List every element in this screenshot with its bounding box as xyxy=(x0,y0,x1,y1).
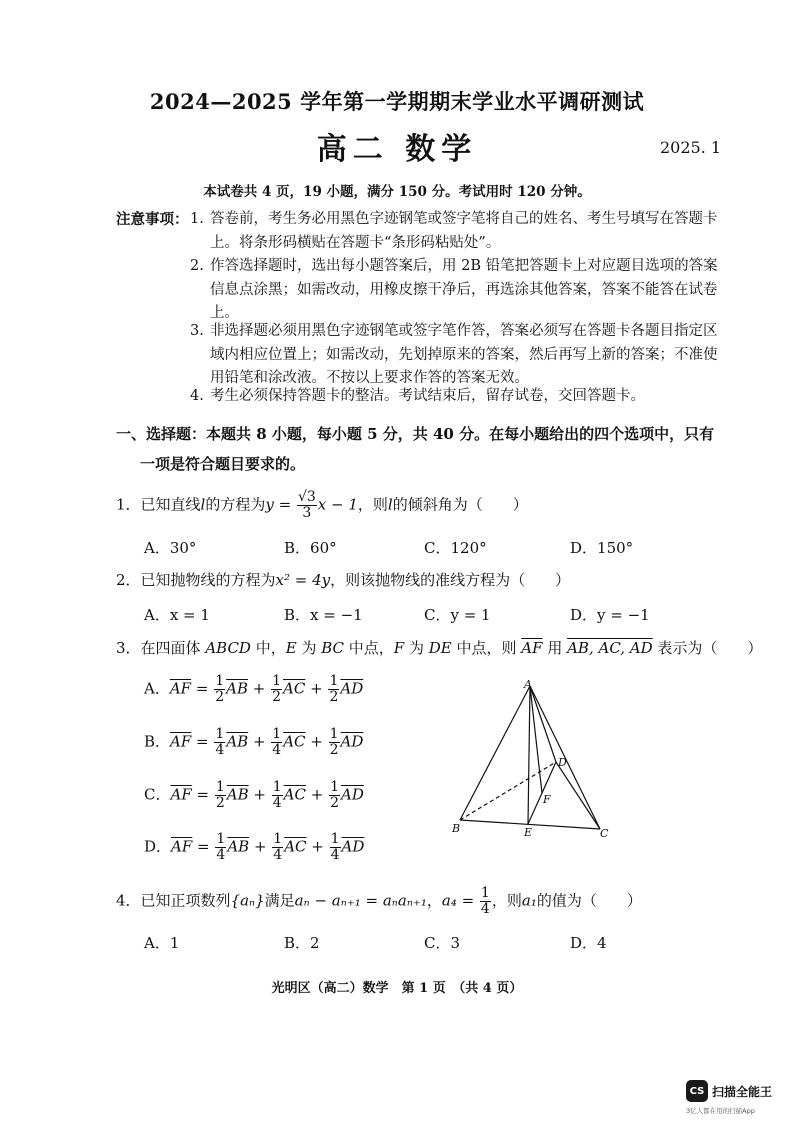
edge-cd xyxy=(556,762,600,829)
label-e: E xyxy=(524,826,533,839)
q2-option-a: A．x = 1 xyxy=(144,606,210,624)
note-item xyxy=(190,208,720,255)
q4-frac-num: 1 xyxy=(480,885,490,901)
vector: $\overline{AB}$ xyxy=(226,732,249,751)
option-letter: C． xyxy=(144,785,171,804)
q1-eq: y xyxy=(265,495,274,514)
note-item xyxy=(190,255,720,326)
q4-text: 满足 xyxy=(264,891,295,910)
q1-text: 的方程为 xyxy=(205,495,266,514)
coef-den: 2 xyxy=(215,795,225,811)
q1-frac-num: √3 xyxy=(297,489,316,505)
q1-var: l xyxy=(200,495,206,514)
q3-text: 表示为（ ） xyxy=(652,639,763,657)
coef-den: 2 xyxy=(329,742,339,758)
option-letter: B． xyxy=(144,732,171,751)
question-3 xyxy=(116,637,762,658)
q2-option-d: D．y = −1 xyxy=(570,606,650,624)
vector: $\overline{AF}$ xyxy=(170,785,192,804)
coef xyxy=(214,727,225,758)
vector: $\overline{AF}$ xyxy=(170,732,192,751)
coef-den: 2 xyxy=(215,689,225,705)
q1-text: ，则 xyxy=(357,495,388,514)
q3-option-c: C．$\overline{AF}$ = $\frac{1}{2}$ $\overline{AB}$ + $\frac{1}{4}$ $\overline{AC}$ + $\frac{1}{2}$ $\overline{AD}$ xyxy=(144,779,364,811)
exam-info: 本试卷共 4 页，19 小题，满分 150 分。考试用时 120 分钟。 xyxy=(203,184,591,200)
coef-num: 1 xyxy=(215,726,225,742)
q3-var: F xyxy=(393,639,405,657)
segment-ae xyxy=(528,686,530,824)
q2-eq: x² = 4y xyxy=(275,571,331,589)
note-text: 作答选择题时，选出每小题答案后，用 2B 铅笔把答题卡上对应题目选项的答案信息点涂黑；如需改动，用橡皮擦干净后，再选涂其他答案，答案不能答在试卷上。 xyxy=(210,258,718,321)
note-number: 3. xyxy=(190,323,204,339)
notes-heading: 注意事项： xyxy=(116,211,189,228)
coef-num: 1 xyxy=(273,831,283,847)
q4-option-a: A．1 xyxy=(144,934,180,952)
q4-text: ， xyxy=(426,891,442,910)
note-text: 非选择题必须用黑色字迹钢笔或签字笔作答，答案必须写在答题卡各题目指定区域内相应位置上；如需改动，先划掉原来的答案，然后再写上新的答案；不准使用铅笔和涂改液。不按以上要求作答的答案无效。 xyxy=(210,323,718,386)
coef xyxy=(328,674,339,705)
q2-option-c: C．y = 1 xyxy=(424,606,491,624)
q3-vector: AB, AC, AD xyxy=(567,639,653,657)
coef-den: 4 xyxy=(272,742,282,758)
coef xyxy=(329,727,340,758)
q4-eq: aₙ − aₙ₊₁ = aₙaₙ₊₁ xyxy=(294,891,427,910)
coef-den: 2 xyxy=(272,689,282,705)
coef-num: 1 xyxy=(329,726,339,742)
q3-var: ABCD xyxy=(205,639,251,657)
section-heading: 一、选择题：本题共 8 小题，每小题 5 分，共 40 分。在每小题给出的四个选项中，只有 xyxy=(116,425,715,443)
question-4 xyxy=(116,886,642,917)
exam-title: 2024—2025 学年第一学期期末学业水平调研测试 xyxy=(149,89,645,114)
label-d: D xyxy=(558,756,567,769)
vector: $\overline{AB}$ xyxy=(226,679,248,698)
coef xyxy=(271,727,282,758)
q1-option-b: B．60° xyxy=(284,539,337,557)
coef-den: 4 xyxy=(273,847,283,863)
q2-text: ，则该抛物线的准线方程为（ ） xyxy=(330,571,571,589)
q3-option-a: A．$\overline{AF}$ = $\frac{1}{2}$ $\overline{AB}$ + $\frac{1}{2}$ $\overline{AC}$ + $\frac{1}{2}$ $\overline{AD}$ xyxy=(144,673,364,705)
q1-frac-den: 3 xyxy=(302,505,312,521)
q3-option-b: B．$\overline{AF}$ = $\frac{1}{4}$ $\overline{AB}$ + $\frac{1}{4}$ $\overline{AC}$ + $\frac{1}{2}$ $\overline{AD}$ xyxy=(144,726,364,758)
coef xyxy=(214,674,225,705)
q1-text: 1．已知直线 xyxy=(116,495,201,514)
coef-den: 4 xyxy=(330,847,340,863)
tetrahedron-figure xyxy=(440,672,620,852)
vector: $\overline{AB}$ xyxy=(226,785,249,804)
note-item xyxy=(190,320,720,391)
q3-vector: $\overline{AF}$ xyxy=(521,639,543,657)
coef-den: 4 xyxy=(215,742,225,758)
coef-den: 2 xyxy=(330,795,339,811)
q3-text: 为 xyxy=(404,639,429,657)
q4-text: ，则 xyxy=(491,891,522,910)
q3-text: 中点， xyxy=(344,639,394,657)
label-f: F xyxy=(543,793,551,806)
q3-var: E xyxy=(285,639,297,657)
q1-eq: x − 1 xyxy=(317,495,358,514)
coef-num: 1 xyxy=(216,831,226,847)
coef-num: 1 xyxy=(329,673,339,689)
label-b: B xyxy=(452,822,461,835)
q4-option-d: D．4 xyxy=(570,934,607,952)
scanner-logo xyxy=(686,1080,772,1102)
coef-num: 1 xyxy=(330,831,340,847)
vector: $\overline{AC}$ xyxy=(283,732,306,751)
q4-eq: {aₙ} xyxy=(230,891,265,910)
q4-eq: a₁ xyxy=(521,891,537,910)
coef xyxy=(271,674,282,705)
note-number: 1. xyxy=(190,211,204,227)
coef-num: 1 xyxy=(215,779,225,795)
q4-frac-den: 4 xyxy=(480,901,490,917)
vector: $\overline{AC}$ xyxy=(283,679,306,698)
q3-text: 3．在四面体 xyxy=(116,639,206,657)
cs-badge-icon: CS xyxy=(686,1080,708,1102)
vector: $\overline{AD}$ xyxy=(341,785,364,804)
vector: $\overline{AC}$ xyxy=(283,785,306,804)
q1-fraction xyxy=(297,490,317,521)
note-item xyxy=(190,385,720,409)
q4-option-b: B．2 xyxy=(284,934,320,952)
coef-num: 1 xyxy=(272,779,282,795)
question-1 xyxy=(116,490,528,521)
q3-text: 为 xyxy=(296,639,322,657)
q2-text: 2．已知抛物线的方程为 xyxy=(116,571,276,589)
q1-option-d: D．150° xyxy=(570,539,634,557)
scanner-name: 扫描全能王 xyxy=(712,1084,773,1099)
coef-num: 1 xyxy=(272,673,282,689)
coef xyxy=(215,780,226,811)
q1-eq: = xyxy=(273,495,296,514)
q1-text: 的倾斜角为（ ） xyxy=(392,495,528,514)
q1-option-a: A．30° xyxy=(144,539,197,557)
vector: $\overline{AC}$ xyxy=(284,837,307,856)
q3-var: BC xyxy=(321,639,345,657)
coef-num: 1 xyxy=(330,779,339,795)
coef xyxy=(272,780,283,811)
q4-fraction xyxy=(480,886,491,917)
q3-text: 用 xyxy=(542,639,568,657)
label-c: C xyxy=(600,827,609,840)
vector: $\overline{AD}$ xyxy=(340,732,364,751)
note-text: 考生必须保持答题卡的整洁。考试结束后，留存试卷，交回答题卡。 xyxy=(210,388,645,404)
label-a: A xyxy=(524,678,532,691)
note-number: 2. xyxy=(190,258,204,274)
option-letter: A． xyxy=(144,679,170,698)
section-heading-cont: 一项是符合题目要求的。 xyxy=(140,455,306,473)
vector: $\overline{AF}$ xyxy=(169,679,192,698)
vector: $\overline{AD}$ xyxy=(340,679,364,698)
note-text: 答卷前，考生务必用黑色字迹钢笔或签字笔将自己的姓名、考生号填写在答题卡上。将条形码横贴在答题卡“条形码粘贴处”。 xyxy=(210,211,718,251)
coef xyxy=(272,832,283,863)
exam-subtitle: 高二 数学 xyxy=(316,132,478,167)
q1-var: l xyxy=(387,495,393,514)
vector: $\overline{AF}$ xyxy=(171,837,193,856)
coef-den: 4 xyxy=(216,847,226,863)
vector: $\overline{AB}$ xyxy=(227,837,250,856)
option-letter: D． xyxy=(144,837,172,856)
q3-var: DE xyxy=(428,639,452,657)
coef-den: 2 xyxy=(329,689,339,705)
q3-text: 中点，则 xyxy=(451,639,522,657)
coef-num: 1 xyxy=(215,673,225,689)
vector: $\overline{AD}$ xyxy=(341,837,365,856)
q2-option-b: B．x = −1 xyxy=(284,606,363,624)
coef xyxy=(329,780,340,811)
q4-text: 4．已知正项数列 xyxy=(116,891,231,910)
q4-eq: a₄ = xyxy=(441,891,479,910)
q4-text: 的值为（ ） xyxy=(536,891,642,910)
question-2 xyxy=(116,569,570,590)
note-number: 4. xyxy=(190,388,204,404)
edge-ab xyxy=(460,686,530,820)
q3-option-d: D．$\overline{AF}$ = $\frac{1}{4}$ $\overline{AB}$ + $\frac{1}{4}$ $\overline{AC}$ + $\frac{1}{4}$ $\overline{AD}$ xyxy=(144,831,365,863)
coef-den: 4 xyxy=(272,795,282,811)
q4-option-c: C．3 xyxy=(424,934,461,952)
scanner-tagline: 3亿人都在用的扫描App xyxy=(686,1107,755,1115)
coef xyxy=(330,832,341,863)
coef xyxy=(215,832,226,863)
coef-num: 1 xyxy=(272,726,282,742)
q3-text: 中， xyxy=(250,639,286,657)
exam-date: 2025. 1 xyxy=(660,138,722,157)
page-footer: 光明区（高二）数学 第 1 页 （共 4 页） xyxy=(271,981,523,996)
q1-option-c: C．120° xyxy=(424,539,487,557)
